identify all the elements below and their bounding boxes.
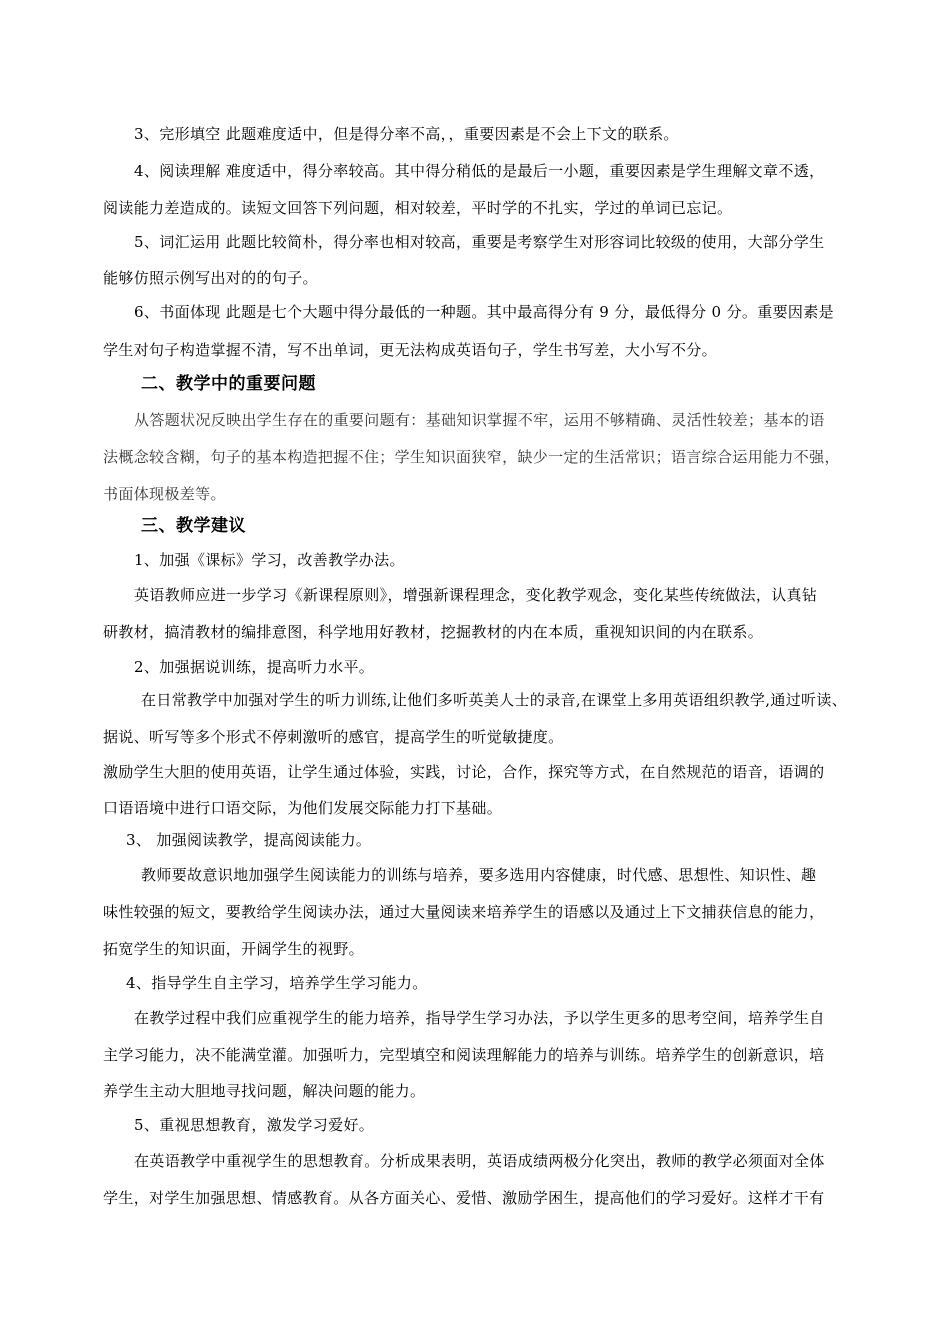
- paragraph-line: 口语语境中进行口语交际，为他们发展交际能力打下基础。: [103, 799, 503, 817]
- paragraph-line: 2、加强据说训练，提高听力水平。: [134, 658, 375, 676]
- paragraph-line: 书面体现极差等。: [103, 485, 226, 503]
- paragraph-line: 5、词汇运用 此题比较简朴，得分率也相对较高，重要是考察学生对形容词比较级的使用，大部分学生: [134, 233, 825, 251]
- paragraph-line: 拓宽学生的知识面，开阔学生的视野。: [103, 940, 364, 958]
- paragraph-line: 英语教师应进一步学习《新课程原则》，增强新课程理念，变化教学观念，变化某些传统做法，认真钻: [134, 586, 818, 604]
- paragraph-line: 学生，对学生加强思想、情感教育。从各方面关心、爱惜、激励学困生，提高他们的学习爱好。这样才干有: [103, 1189, 825, 1207]
- paragraph-line: 据说、听写等多个形式不停刺激听的感官，提高学生的听觉敏捷度。: [103, 728, 564, 746]
- paragraph-line: 在教学过程中我们应重视学生的能力培养，指导学生学习办法，予以学生更多的思考空间，培养学生自: [134, 1009, 825, 1027]
- paragraph-line: 3、完形填空 此题难度适中，但是得分率不高，，重要因素是不会上下文的联系。: [134, 125, 679, 143]
- paragraph-line: 法概念较含糊，句子的基本构造把握不住；学生知识面狭窄，缺少一定的生活常识；语言综合运用能力不强，: [103, 448, 840, 466]
- paragraph-line: 1、加强《课标》学习，改善教学办法。: [134, 551, 405, 569]
- section-heading: 三、教学建议: [141, 516, 246, 536]
- paragraph-line: 养学生主动大胆地寻找问题，解决问题的能力。: [103, 1082, 426, 1100]
- paragraph-line: 在英语教学中重视学生的思想教育。分析成果表明，英语成绩两极分化突出，教师的教学必须面对全体: [134, 1152, 825, 1170]
- paragraph-line: 教师要故意识地加强学生阅读能力的训练与培养，要多选用内容健康，时代感、思想性、知识性、趣: [141, 866, 817, 884]
- paragraph-line: 研教材，搞清教材的编排意图，科学地用好教材，挖掘教材的内在本质，重视知识间的内在联系。: [103, 623, 764, 641]
- paragraph-line: 4、阅读理解 难度适中，得分率较高。其中得分稍低的是最后一小题，重要因素是学生理解文章不透，: [134, 162, 825, 180]
- paragraph-line: 4、指导学生自主学习，培养学生学习能力。: [126, 974, 428, 992]
- paragraph-line: 6、书面体现 此题是七个大题中得分最低的一种题。其中最高得分有 9 分，最低得分 0 分。重要因素是: [134, 303, 834, 321]
- paragraph-line: 激励学生大胆的使用英语，让学生通过体验，实践，讨论，合作，探究等方式，在自然规范的语音，语调的: [103, 763, 825, 781]
- paragraph-line: 从答题状况反映出学生存在的重要问题有：基础知识掌握不牢，运用不够精确、灵活性较差；基本的语: [134, 411, 825, 429]
- paragraph-line: 阅读能力差造成的。读短文回答下列问题，相对较差，平时学的不扎实，学过的单词已忘记。: [103, 199, 733, 217]
- paragraph-line: 味性较强的短文，要教给学生阅读办法，通过大量阅读来培养学生的语感以及通过上下文捕获信息的能力，: [103, 903, 825, 921]
- paragraph-line: 3、 加强阅读教学，提高阅读能力。: [126, 831, 372, 849]
- paragraph-line: 主学习能力，决不能满堂灌。加强听力，完型填空和阅读理解能力的培养与训练。培养学生的创新意识，培: [103, 1046, 825, 1064]
- section-heading: 二、教学中的重要问题: [141, 374, 316, 394]
- paragraph-line: 学生对句子构造掌握不清，写不出单词，更无法构成英语句子，学生书写差，大小写不分。: [103, 341, 718, 359]
- paragraph-line: 能够仿照示例写出对的的句子。: [103, 269, 318, 287]
- paragraph-line: 在日常教学中加强对学生的听力训练,让他们多听英美人士的录音,在课堂上多用英语组织教学,通过听读、: [141, 691, 848, 709]
- paragraph-line: 5、重视思想教育，激发学习爱好。: [134, 1116, 375, 1134]
